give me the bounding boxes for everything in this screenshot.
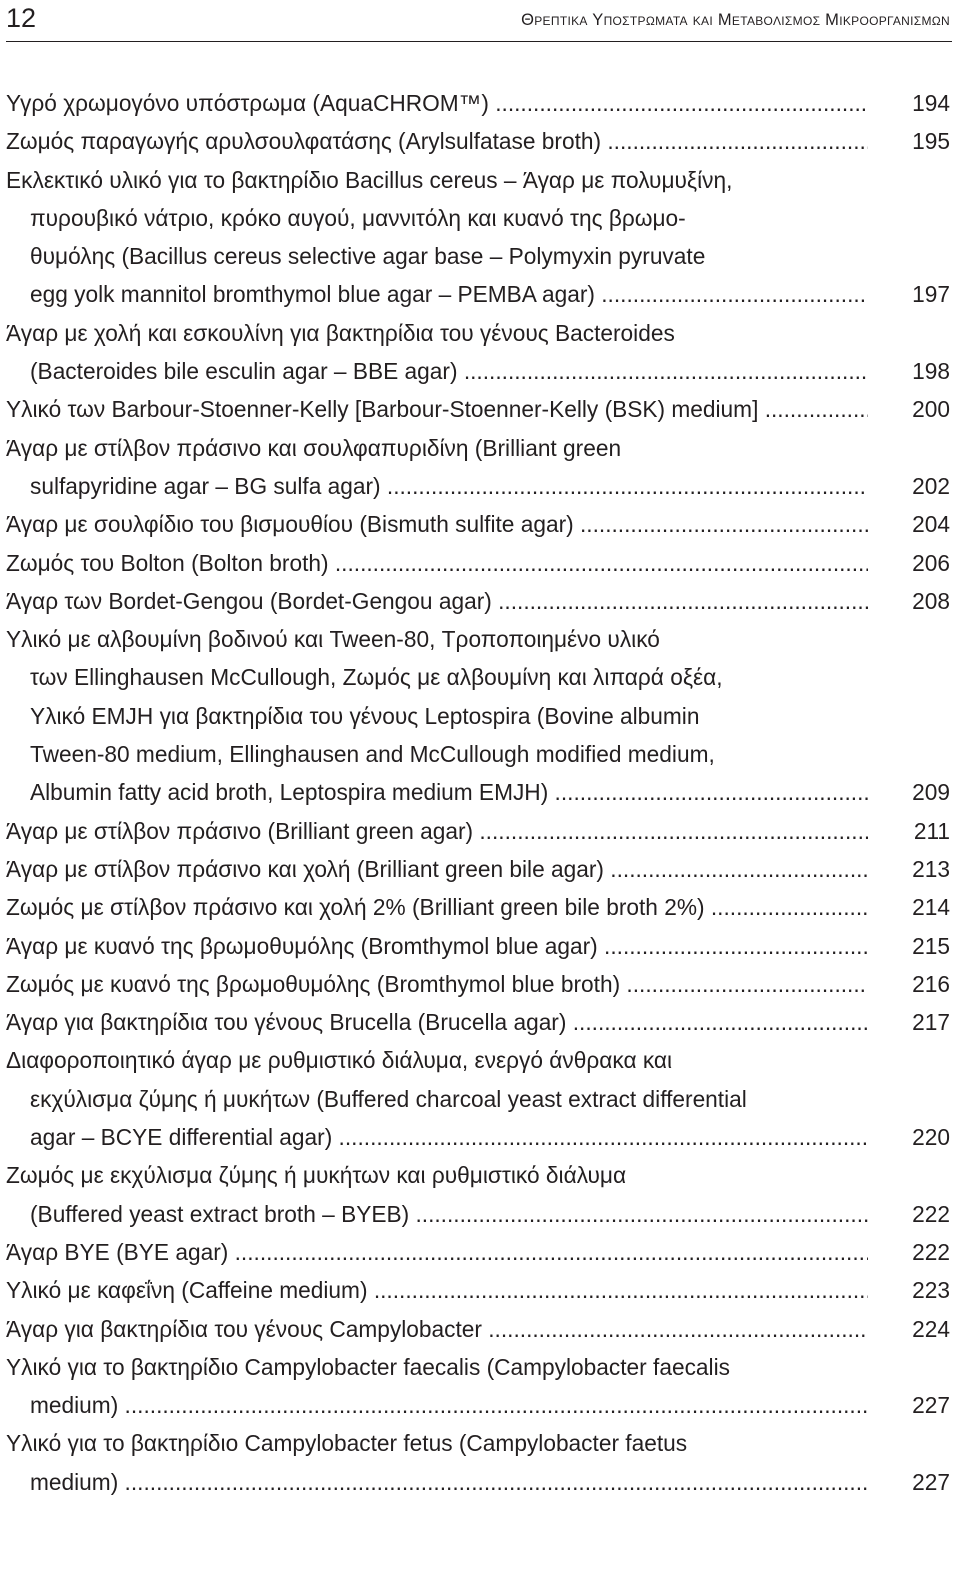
toc-entry-line: egg yolk mannitol bromthymol blue agar – PEMBA agar) ..... [30,275,868,313]
toc-entry-line: (Buffered yeast extract broth – BYEB) ..... [30,1195,868,1233]
toc-entry-line: Εκλεκτικό υλικό για το βακτηρίδιο Bacillus cereus – Άγαρ με πολυμυξίνη, [6,166,733,193]
toc-entry[interactable] [6,544,950,582]
toc-entry-line: Άγαρ με στίλβον πράσινο και χολή (Brilliant green bile agar) ..... [6,850,868,888]
toc-entry-line: πυρουβικό νάτριο, κρόκο αυγού, μαννιτόλη και κυανό της βρωμο- [30,204,686,231]
toc-page-number: 194 [912,90,950,116]
toc-entry[interactable] [6,1233,950,1271]
toc-entry[interactable] [6,429,950,506]
toc-entry-title [6,1348,868,1425]
toc-entry-title [6,1156,868,1233]
toc-entry-line: Tween-80 medium, Ellinghausen and McCullough modified medium, [30,741,715,768]
toc-entry-line: (Bacteroides bile esculin agar – BBE agar) ..... [30,352,868,390]
toc-entry-line: Άγαρ για βακτηρίδια του γένους Campylobacter ..... [6,1310,868,1348]
toc-entry[interactable] [6,850,950,888]
toc-entry-line: Άγαρ με χολή και εσκουλίνη για βακτηρίδια του γένους Bacteroides [6,319,675,346]
toc-page-number: 208 [912,587,950,614]
toc-entry[interactable] [6,314,950,391]
toc-entry-line: Υλικό με αλβουμίνη βοδινού και Tween-80, Τροποποιημένο υλικό [6,626,660,653]
toc-page-number: 195 [912,128,950,155]
toc-entry-title [6,1310,868,1348]
toc-entry-title [6,122,868,160]
toc-entry-title [6,1233,868,1271]
table-of-contents [6,84,950,1501]
toc-page-number: 216 [912,970,950,997]
toc-entry-line: Υλικό για το βακτηρίδιο Campylobacter faecalis (Campylobacter faecalis [6,1353,730,1380]
toc-entry-line: Διαφοροποιητικό άγαρ με ρυθμιστικό διάλυμα, ενεργό άνθρακα και [6,1047,673,1074]
toc-entry[interactable] [6,927,950,965]
toc-entry[interactable] [6,582,950,620]
page-number: 12 [6,3,37,33]
toc-entry-line: agar – BCYE differential agar) ..... [30,1118,868,1156]
toc-entry-line: Άγαρ με στίλβον πράσινο (Brilliant green agar) ..... [6,812,868,850]
toc-page-number: 198 [912,358,950,385]
toc-entry[interactable] [6,1348,950,1425]
toc-entry-line: Άγαρ με σουλφίδιο του βισμουθίου (Bismuth sulfite agar) ..... [6,505,868,543]
toc-page-number: 223 [912,1277,950,1304]
toc-entry-title [6,620,868,811]
toc-entry-line: Ζωμός με κυανό της βρωμοθυμόλης (Bromthymol blue broth) ..... [6,965,868,1003]
toc-page-number: 220 [912,1124,950,1151]
toc-entry-title [6,429,868,506]
page-header [6,0,952,40]
toc-entry-line: Υλικό για το βακτηρίδιο Campylobacter fetus (Campylobacter faetus [6,1430,688,1457]
toc-entry-title [6,314,868,391]
toc-entry-line: Άγαρ BYE (BYE agar) ..... [6,1233,868,1271]
toc-entry-line: Υλικό των Barbour-Stoenner-Kelly [Barbour-Stoenner-Kelly (BSK) medium] ..... [6,390,868,428]
toc-entry[interactable] [6,965,950,1003]
toc-page-number: 213 [912,855,950,882]
toc-page-number: 224 [912,1315,950,1342]
toc-entry[interactable] [6,390,950,428]
toc-entry-line: Υγρό χρωμογόνο υπόστρωμα (AquaCHROM™) ..... [6,84,868,122]
toc-entry-title [6,390,868,428]
toc-page-number: 227 [912,1468,950,1495]
toc-entry[interactable] [6,812,950,850]
toc-entry-title [6,1003,868,1041]
toc-entry-line: Άγαρ με κυανό της βρωμοθυμόλης (Bromthymol blue agar) ..... [6,927,868,965]
toc-page-number: 204 [912,511,950,538]
toc-entry[interactable] [6,620,950,811]
toc-page-number: 215 [912,932,950,959]
toc-entry-line: θυμόλης (Bacillus cereus selective agar base – Polymyxin pyruvate [30,243,706,270]
toc-entry-line: Υλικό EMJH για βακτηρίδια του γένους Leptospira (Bovine albumin [30,702,700,729]
toc-entry-line: Ζωμός παραγωγής αρυλσουλφατάσης (Arylsulfatase broth) ..... [6,122,868,160]
toc-entry[interactable] [6,1041,950,1156]
toc-page-number: 227 [912,1392,950,1419]
toc-entry-line: εκχύλισμα ζύμης ή μυκήτων (Buffered charcoal yeast extract differential [30,1085,747,1112]
toc-entry-title [6,161,868,314]
running-title: Θρεπτικα Υποστρωματα και Μεταβολισμος Μικροοργανισμων [521,11,950,29]
toc-page-number: 211 [913,817,950,844]
toc-entry[interactable] [6,161,950,314]
toc-entry[interactable] [6,1156,950,1233]
toc-entry-line: medium) ..... [30,1463,868,1501]
toc-page-number: 202 [912,472,950,499]
toc-entry-line: Ζωμός με εκχύλισμα ζύμης ή μυκήτων και ρυθμιστικό διάλυμα [6,1162,627,1189]
toc-entry-line: medium) ..... [30,1386,868,1424]
toc-entry[interactable] [6,505,950,543]
toc-entry-line: sulfapyridine agar – BG sulfa agar) ..... [30,467,868,505]
toc-entry-title [6,850,868,888]
toc-entry-title [6,1271,868,1309]
toc-entry[interactable] [6,1310,950,1348]
toc-entry-line: Υλικό με καφεΐνη (Caffeine medium) ..... [6,1271,868,1309]
toc-entry-title [6,888,868,926]
toc-entry[interactable] [6,1271,950,1309]
toc-page-number: 206 [912,549,950,576]
toc-page-number: 214 [912,894,950,921]
toc-entry[interactable] [6,888,950,926]
toc-entry-line: Ζωμός του Bolton (Bolton broth) ..... [6,544,868,582]
toc-entry-title [6,84,868,122]
header-rule [6,41,952,42]
toc-entry-title [6,544,868,582]
toc-entry[interactable] [6,84,950,122]
toc-entry-title [6,812,868,850]
toc-entry-line: Albumin fatty acid broth, Leptospira medium EMJH) ..... [30,773,868,811]
toc-entry-line: Ζωμός με στίλβον πράσινο και χολή 2% (Brilliant green bile broth 2%) ..... [6,888,868,926]
toc-entry-line: Άγαρ των Bordet-Gengou (Bordet-Gengou agar) ..... [6,582,868,620]
toc-page-number: 209 [912,779,950,806]
toc-entry[interactable] [6,1003,950,1041]
toc-page-number: 217 [912,1009,950,1036]
toc-entry[interactable] [6,1424,950,1501]
toc-entry-line: των Ellinghausen McCullough, Ζωμός με αλβουμίνη και λιπαρά οξέα, [30,664,723,691]
toc-page-number: 222 [912,1200,950,1227]
toc-entry-title [6,1424,868,1501]
toc-entry-line: Άγαρ με στίλβον πράσινο και σουλφαπυριδίνη (Brilliant green [6,434,622,461]
toc-entry-title [6,1041,868,1156]
toc-entry-title [6,582,868,620]
toc-page-number: 197 [912,281,950,308]
toc-entry-line: Άγαρ για βακτηρίδια του γένους Brucella (Brucella agar) ..... [6,1003,868,1041]
toc-entry-title [6,927,868,965]
toc-entry-title [6,965,868,1003]
toc-page-number: 222 [912,1238,950,1265]
toc-entry[interactable] [6,122,950,160]
toc-entry-title [6,505,868,543]
toc-page-number: 200 [912,396,950,423]
